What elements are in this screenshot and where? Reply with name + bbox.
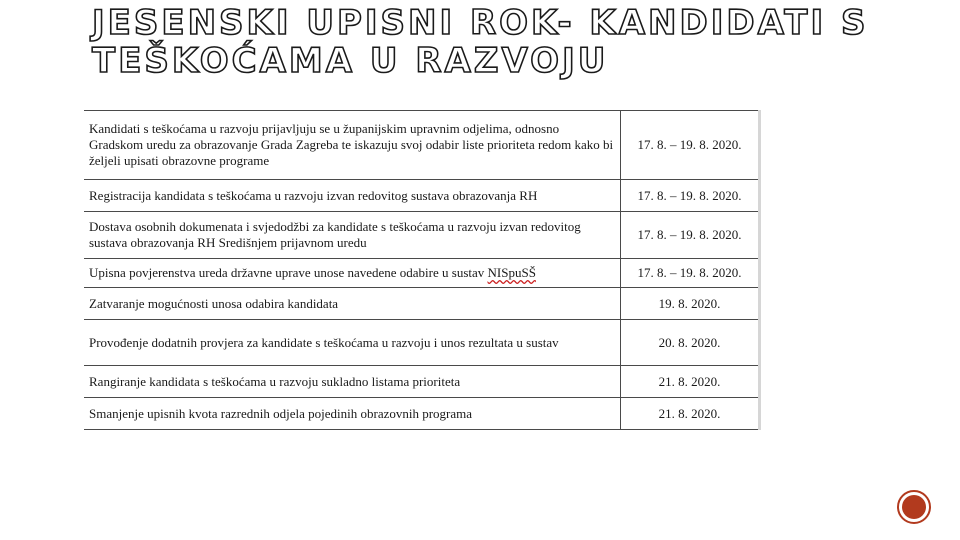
row-date: 19. 8. 2020. — [621, 288, 759, 320]
row-description: Smanjenje upisnih kvota razrednih odjela pojedinih obrazovnih programa — [84, 398, 621, 430]
table-row — [84, 259, 758, 288]
row-date: 21. 8. 2020. — [621, 366, 759, 398]
row-description — [84, 259, 621, 288]
row-description: Provođenje dodatnih provjera za kandidate s teškoćama u razvoju i unos rezultata u sustav — [84, 320, 621, 366]
table-row — [84, 212, 758, 259]
title-line-1: JESENSKI UPISNI ROK- KANDIDATI S — [92, 3, 869, 43]
schedule-table-container — [84, 110, 758, 430]
table-row — [84, 111, 758, 180]
table-row — [84, 398, 758, 430]
row-date: 17. 8. – 19. 8. 2020. — [621, 180, 759, 212]
row-description: Zatvaranje mogućnosti unosa odabira kandidata — [84, 288, 621, 320]
circle-button-icon[interactable] — [897, 490, 931, 524]
circle-button-inner — [902, 495, 926, 519]
slide-title — [92, 0, 869, 81]
schedule-table — [84, 110, 758, 430]
row-date: 17. 8. – 19. 8. 2020. — [621, 259, 759, 288]
row-description-text: Upisna povjerenstva ureda državne uprave unose navedene odabire u sustav — [89, 265, 488, 280]
table-row — [84, 288, 758, 320]
row-description: Registracija kandidata s teškoćama u razvoju izvan redovitog sustava obrazovanja RH — [84, 180, 621, 212]
title-line-2: TEŠKOĆAMA U RAZVOJU — [92, 41, 609, 81]
table-row — [84, 180, 758, 212]
spellcheck-marked-word: NISpuSŠ — [487, 265, 536, 280]
row-date: 20. 8. 2020. — [621, 320, 759, 366]
row-description: Kandidati s teškoćama u razvoju prijavljuju se u županijskim upravnim odjelima, odnosno Gradskom uredu za obrazovanje Grada Zagreba te iskazuju svoj odabir liste prioriteta redom kako bi željeli upisati obrazovne programe — [84, 111, 621, 180]
row-description: Rangiranje kandidata s teškoćama u razvoju sukladno listama prioriteta — [84, 366, 621, 398]
row-date: 17. 8. – 19. 8. 2020. — [621, 111, 759, 180]
table-row — [84, 320, 758, 366]
row-date: 17. 8. – 19. 8. 2020. — [621, 212, 759, 259]
row-description: Dostava osobnih dokumenata i svjedodžbi za kandidate s teškoćama u razvoju izvan redovitog sustava obrazovanja RH Središnjem prijavnom uredu — [84, 212, 621, 259]
table-row — [84, 366, 758, 398]
row-date: 21. 8. 2020. — [621, 398, 759, 430]
